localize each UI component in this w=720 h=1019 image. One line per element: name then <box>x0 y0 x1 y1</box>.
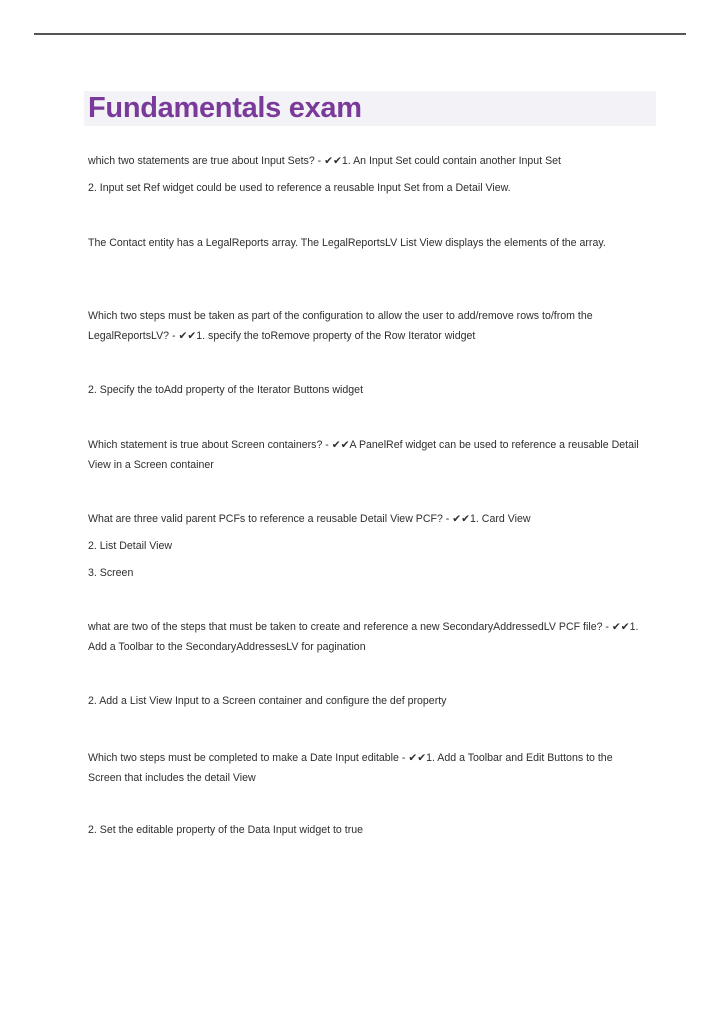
paragraph: 3. Screen <box>88 567 134 579</box>
paragraph: Which two steps must be taken as part of the configuration to allow the user to add/remove rows to/from the LegalReportsLV? - ✔✔1. specify the toRemove property of the Row Iterator widget <box>88 310 593 342</box>
paragraph: what are two of the steps that must be taken to create and reference a new SecondaryAddressedLV PCF file? - ✔✔1. Add a Toolbar to the SecondaryAddressesLV for pagination <box>88 621 639 653</box>
paragraph: which two statements are true about Input Sets? - ✔✔1. An Input Set could contain another Input Set <box>88 155 561 167</box>
page-title: Fundamentals exam <box>88 92 362 124</box>
paragraph: 2. Add a List View Input to a Screen container and configure the def property <box>88 695 447 707</box>
paragraph: Which statement is true about Screen containers? - ✔✔A PanelRef widget can be used to reference a reusable Detail View in a Screen container <box>88 439 639 471</box>
top-rule <box>34 33 686 35</box>
paragraph: 2. Input set Ref widget could be used to reference a reusable Input Set from a Detail View. <box>88 182 511 194</box>
paragraph: What are three valid parent PCFs to reference a reusable Detail View PCF? - ✔✔1. Card View <box>88 513 531 525</box>
paragraph: Which two steps must be completed to make a Date Input editable - ✔✔1. Add a Toolbar and Edit Buttons to the Screen that includes the detail View <box>88 752 613 784</box>
paragraph: 2. List Detail View <box>88 540 173 552</box>
paragraph: 2. Set the editable property of the Data Input widget to true <box>88 824 364 836</box>
paragraph: The Contact entity has a LegalReports array. The LegalReportsLV List View displays the elements of the array. <box>88 237 606 249</box>
paragraph: 2. Specify the toAdd property of the Iterator Buttons widget <box>88 384 364 396</box>
